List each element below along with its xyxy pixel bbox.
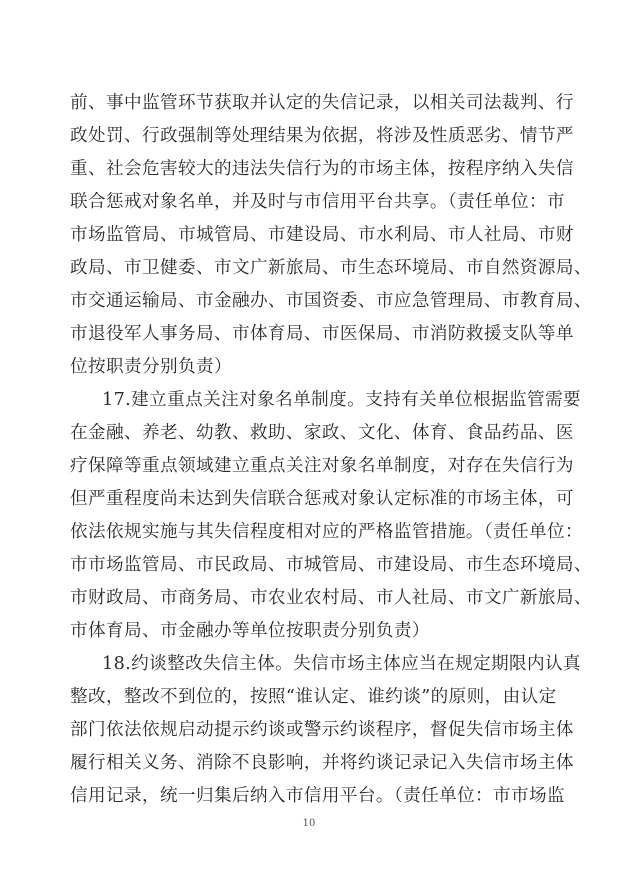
text-line-17: 市体育局、市金融办等单位按职责分别负责） (70, 621, 430, 641)
text-line-21: 履行相关义务、消除不良影响，并将约谈记录记入失信市场主体 (70, 753, 574, 773)
text-line-1: 前、事中监管环节获取并认定的失信记录，以相关司法裁判、行 (70, 93, 574, 113)
text-line-16: 市财政局、市商务局、市农业农村局、市人社局、市文广新旅局、 (70, 588, 592, 608)
text-line-9: 位按职责分别负责） (70, 357, 232, 377)
text-line-15: 市市场监管局、市民政局、市城管局、市建设局、市生态环境局、 (70, 555, 592, 575)
text-line-22: 信用记录，统一归集后纳入市信用平台。（责任单位：市市场监 (70, 786, 566, 806)
text-line-3: 重、社会危害较大的违法失信行为的市场主体，按程序纳入失信 (70, 159, 574, 179)
page-number: 10 (302, 818, 316, 829)
section-17-heading-line: 17.建立重点关注对象名单制度。支持有关单位根据监管需要 (102, 390, 582, 410)
text-line-6: 政局、市卫健委、市文广新旅局、市生态环境局、市自然资源局、 (70, 258, 592, 278)
text-line-11: 在金融、养老、幼教、救助、家政、文化、体育、食品药品、医 (70, 423, 574, 443)
text-line-20: 部门依法依规启动提示约谈或警示约谈程序，督促失信市场主体 (70, 720, 574, 740)
text-line-12: 疗保障等重点领域建立重点关注对象名单制度，对存在失信行为 (70, 456, 574, 476)
text-line-19: 整改，整改不到位的，按照“谁认定、谁约谈”的原则，由认定 (70, 687, 557, 707)
text-line-4: 联合惩戒对象名单，并及时与市信用平台共享。（责任单位：市 (70, 192, 566, 212)
text-line-7: 市交通运输局、市金融办、市国资委、市应急管理局、市教育局、 (70, 291, 592, 311)
text-line-14: 依法依规实施与其失信程度相对应的严格监管措施。（责任单位： (70, 522, 584, 542)
text-line-13: 但严重程度尚未达到失信联合惩戒对象认定标准的市场主体，可 (70, 489, 574, 509)
text-line-2: 政处罚、行政强制等处理结果为依据，将涉及性质恶劣、情节严 (70, 126, 574, 146)
text-line-5: 市场监管局、市城管局、市建设局、市水利局、市人社局、市财 (70, 225, 574, 245)
text-line-8: 市退役军人事务局、市体育局、市医保局、市消防救援支队等单 (70, 324, 574, 344)
section-18-heading-line: 18.约谈整改失信主体。失信市场主体应当在规定期限内认真 (102, 654, 582, 674)
